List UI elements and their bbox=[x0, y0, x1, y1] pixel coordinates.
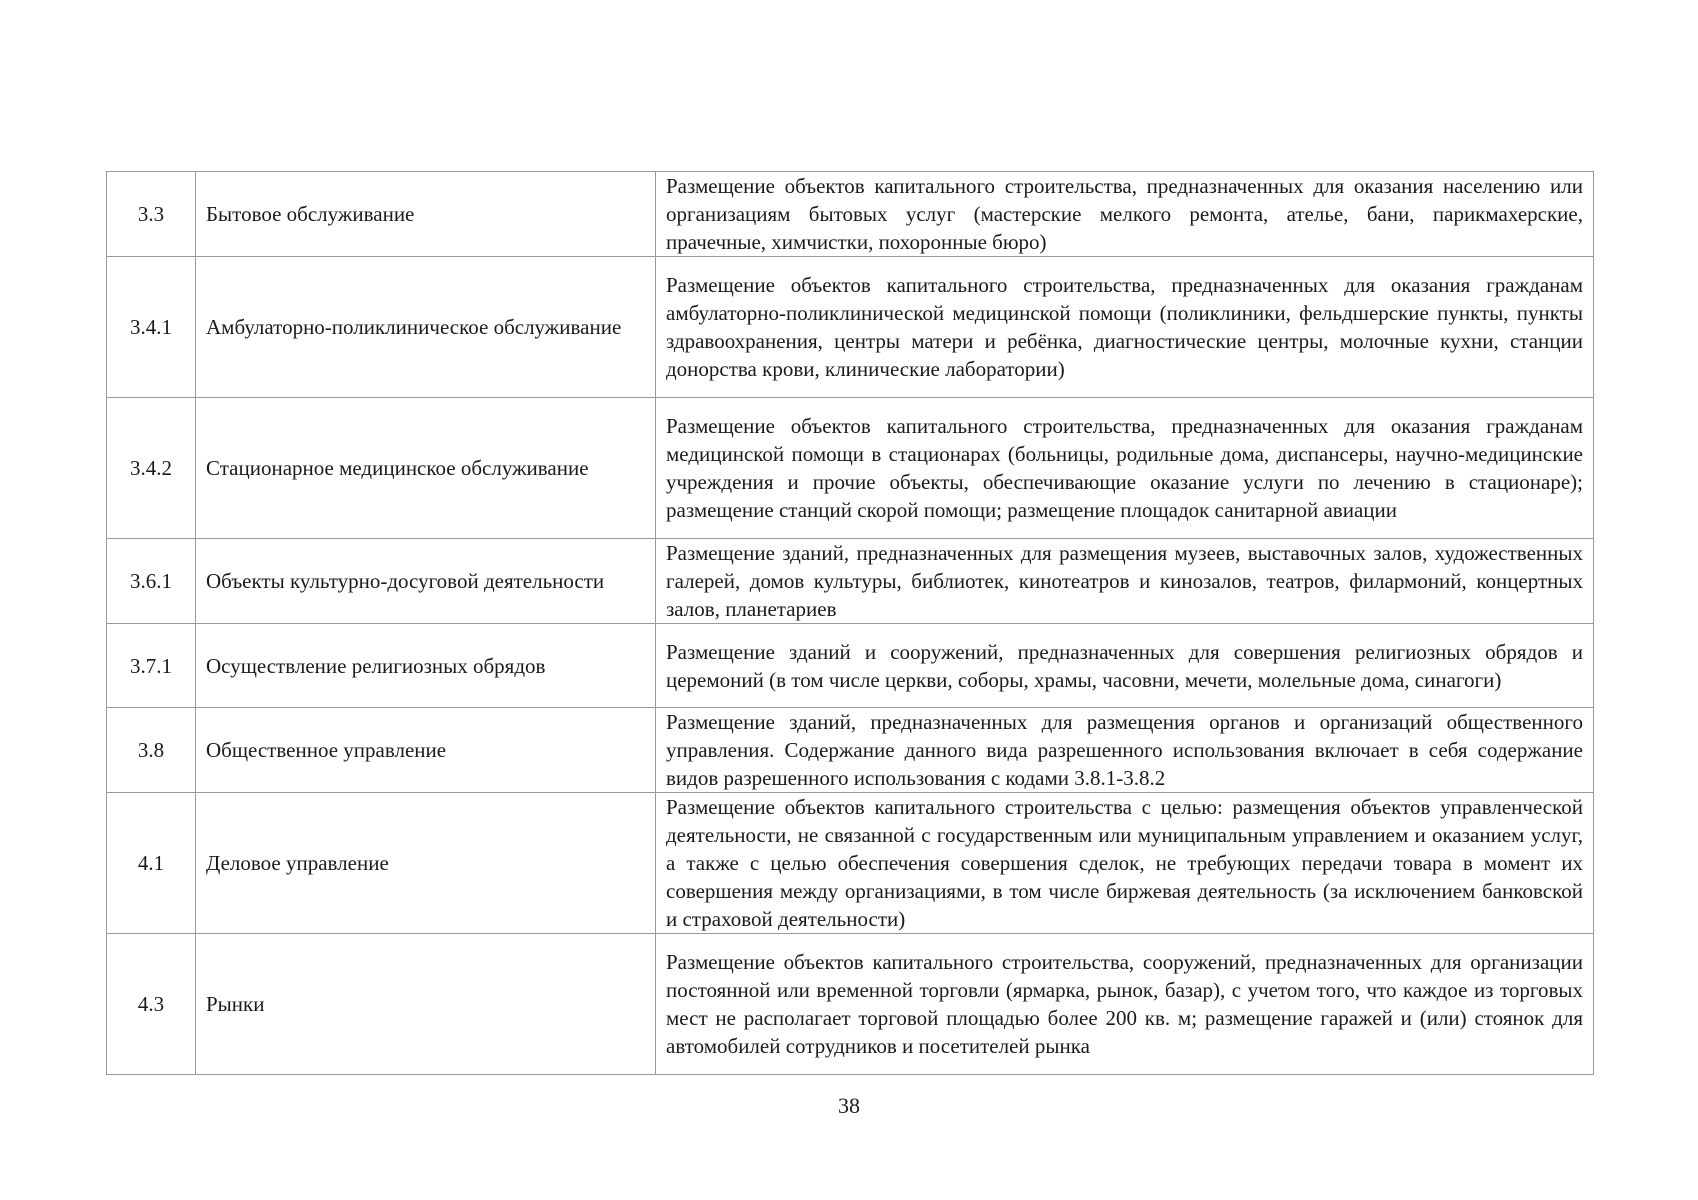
row-code: 3.4.2 bbox=[107, 398, 196, 539]
row-description: Размещение объектов капитального строительства, предназначенных для оказания гражданам медицинской помощи в стационарах (больницы, родильные дома, диспансеры, научно-медицинские учреждения и прочие объекты, обеспечивающие оказание услуги по лечению в стационаре); размещение станций скорой помощи; размещение площадок санитарной авиации bbox=[656, 398, 1594, 539]
row-name: Стационарное медицинское обслуживание bbox=[196, 398, 656, 539]
page-number: 38 bbox=[838, 1093, 860, 1118]
row-code: 4.1 bbox=[107, 793, 196, 934]
row-name: Рынки bbox=[196, 934, 656, 1075]
row-code: 4.3 bbox=[107, 934, 196, 1075]
row-name: Объекты культурно-досуговой деятельности bbox=[196, 539, 656, 624]
table-row bbox=[107, 624, 1594, 708]
row-name: Общественное управление bbox=[196, 708, 656, 793]
table-row bbox=[107, 398, 1594, 539]
row-name: Осуществление религиозных обрядов bbox=[196, 624, 656, 708]
row-description: Размещение зданий, предназначенных для размещения музеев, выставочных залов, художественных галерей, домов культуры, библиотек, кинотеатров и кинозалов, театров, филармоний, концертных залов, планетариев bbox=[656, 539, 1594, 624]
table-row bbox=[107, 257, 1594, 398]
row-name: Бытовое обслуживание bbox=[196, 172, 656, 257]
table-row bbox=[107, 708, 1594, 793]
table-row bbox=[107, 934, 1594, 1075]
row-code: 3.7.1 bbox=[107, 624, 196, 708]
row-code: 3.3 bbox=[107, 172, 196, 257]
row-description: Размещение объектов капитального строительства с целью: размещения объектов управленческой деятельности, не связанной с государственным или муниципальным управлением и оказанием услуг, а также с целью обеспечения совершения сделок, не требующих передачи товара в момент их совершения между организациями, в том числе биржевая деятельность (за исключением банковской и страховой деятельности) bbox=[656, 793, 1594, 934]
table-row bbox=[107, 172, 1594, 257]
row-description: Размещение объектов капитального строительства, предназначенных для оказания населению или организациям бытовых услуг (мастерские мелкого ремонта, ателье, бани, парикмахерские, прачечные, химчистки, похоронные бюро) bbox=[656, 172, 1594, 257]
row-description: Размещение объектов капитального строительства, сооружений, предназначенных для организации постоянной или временной торговли (ярмарка, рынок, базар), с учетом того, что каждое из торговых мест не располагает торговой площадью более 200 кв. м; размещение гаражей и (или) стоянок для автомобилей сотрудников и посетителей рынка bbox=[656, 934, 1594, 1075]
row-description: Размещение зданий и сооружений, предназначенных для совершения религиозных обрядов и церемоний (в том числе церкви, соборы, храмы, часовни, мечети, молельные дома, синагоги) bbox=[656, 624, 1594, 708]
row-name: Амбулаторно-поликлиническое обслуживание bbox=[196, 257, 656, 398]
row-code: 3.6.1 bbox=[107, 539, 196, 624]
row-name: Деловое управление bbox=[196, 793, 656, 934]
table-row bbox=[107, 539, 1594, 624]
row-code: 3.4.1 bbox=[107, 257, 196, 398]
table-row bbox=[107, 793, 1594, 934]
row-description: Размещение объектов капитального строительства, предназначенных для оказания гражданам амбулаторно-поликлинической медицинской помощи (поликлиники, фельдшерские пункты, пункты здравоохранения, центры матери и ребёнка, диагностические центры, молочные кухни, станции донорства крови, клинические лаборатории) bbox=[656, 257, 1594, 398]
row-description: Размещение зданий, предназначенных для размещения органов и организаций общественного управления. Содержание данного вида разрешенного использования включает в себя содержание видов разрешенного использования с кодами 3.8.1-3.8.2 bbox=[656, 708, 1594, 793]
row-code: 3.8 bbox=[107, 708, 196, 793]
land-use-table bbox=[106, 171, 1594, 1075]
